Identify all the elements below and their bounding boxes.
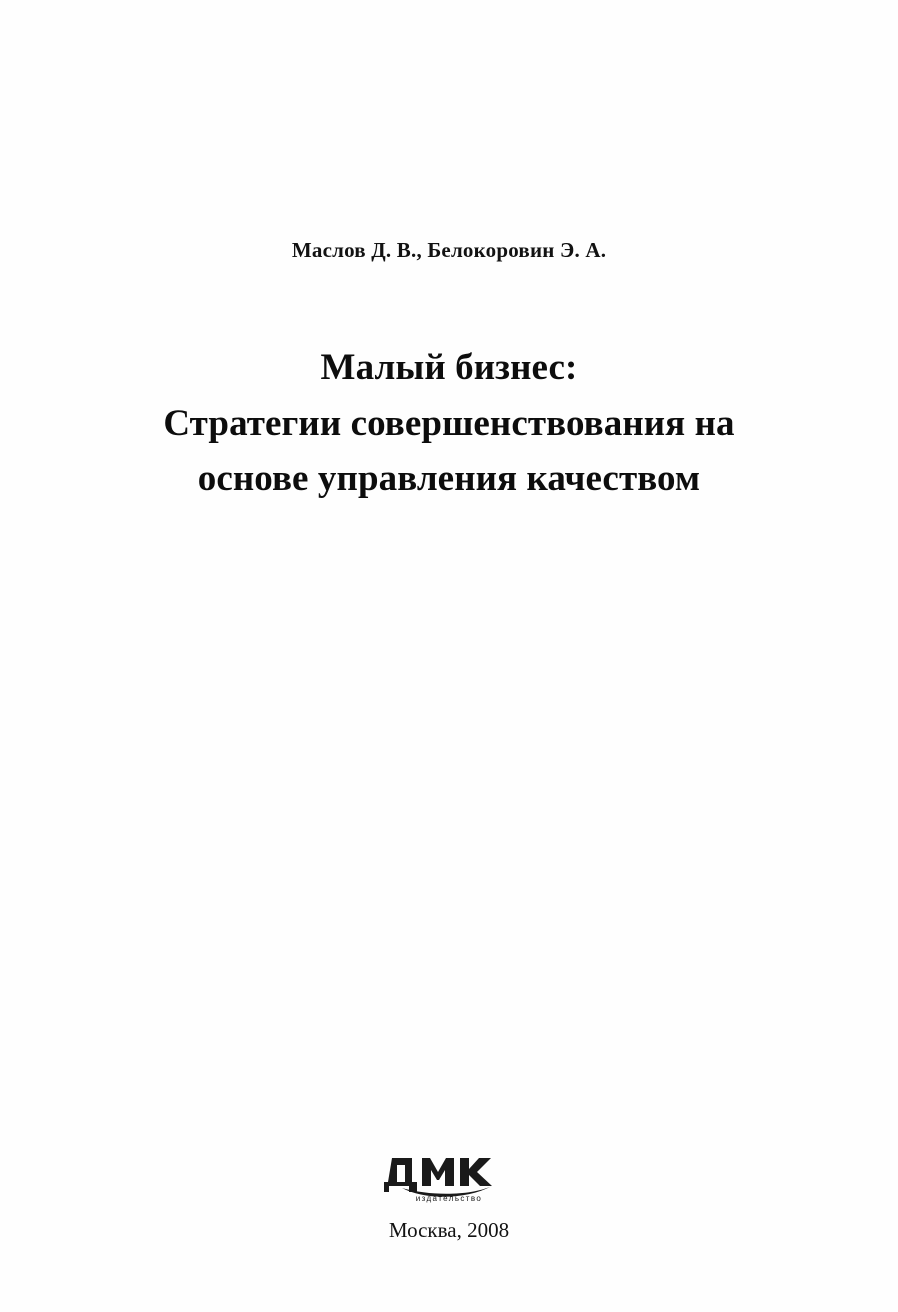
dmk-logo-icon <box>384 1152 514 1204</box>
publisher-logo-subtext: издательство <box>415 1194 483 1203</box>
title-line-3: основе управления качеством <box>197 458 701 499</box>
publisher-logo <box>0 1152 898 1204</box>
title-line-1: Малый бизнес: <box>320 347 578 388</box>
authors-line: Маслов Д. В., Белокоровин Э. А. <box>291 238 607 262</box>
book-title <box>0 340 898 507</box>
imprint-line: Москва, 2008 <box>388 1218 510 1242</box>
title-line-2: Стратегии совершенствования на <box>163 402 735 444</box>
